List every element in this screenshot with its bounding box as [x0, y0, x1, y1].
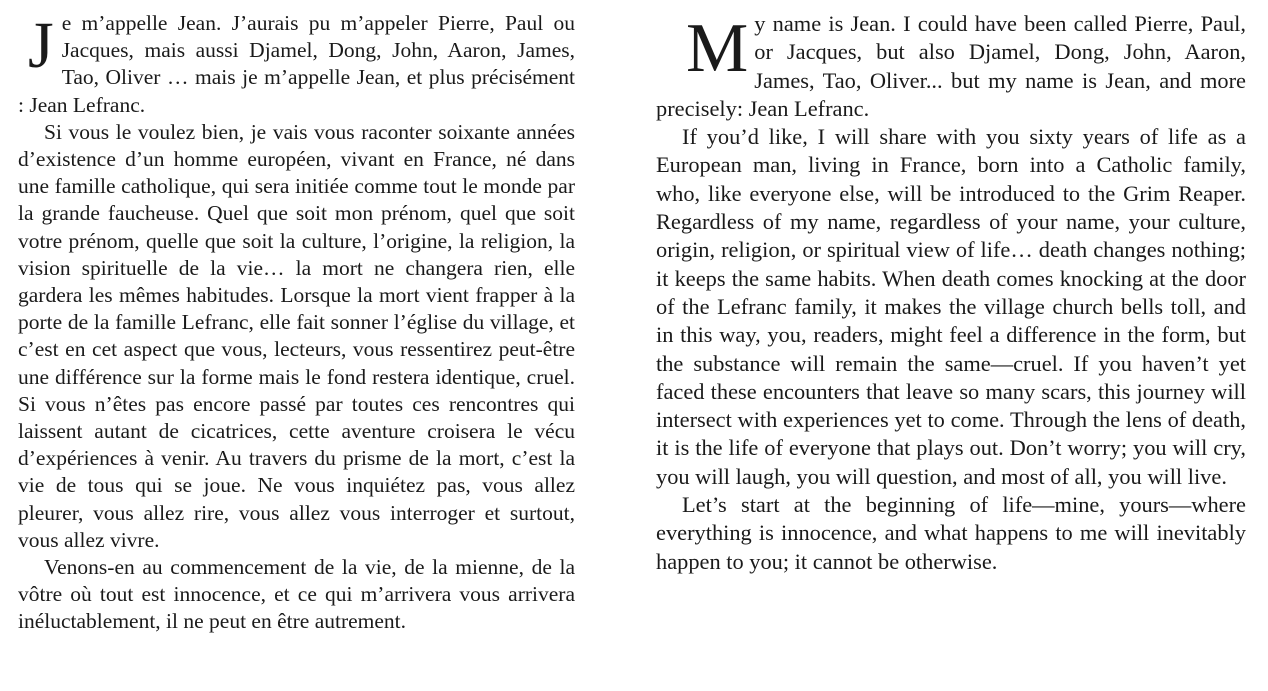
french-paragraph-1-text: e m’appelle Jean. J’aurais pu m’appeler Pierre, Paul ou Jacques, mais aussi Djamel, Dong, John, Aaron, James, Tao, Oliver … mais je m’appelle Jean, et plus précisément : Jean Lefranc.: [18, 11, 575, 117]
english-paragraph-3: Let’s start at the beginning of life—mine, yours—where everything is innocence, and what happens to me will inevitably happen to you; it cannot be otherwise.: [656, 492, 1246, 574]
english-paragraph-1-text: y name is Jean. I could have been called Pierre, Paul, or Jacques, but also Djamel, Dong, John, Aaron, James, Tao, Oliver... but my name is Jean, and more precisely: Jean Lefranc.: [656, 11, 1246, 121]
english-paragraph-1: [656, 10, 1246, 123]
english-paragraph-2: If you’d like, I will share with you sixty years of life as a European man, living in France, born into a Catholic family, who, like everyone else, will be introduced to the Grim Reaper. Regardless of my name, regardless of your name, your culture, origin, religion, or spiritual view of life… death changes nothing; it keeps the same habits. When death comes knocking at the door of the Lefranc family, it makes the village church bells toll, and in this way, you, readers, might feel a difference in the form, but the substance will remain the same—cruel. If you haven’t yet faced these encounters that leave so many scars, this journey will intersect with experiences yet to come. Through the lens of death, it is the life of everyone that plays out. Don’t worry; you will cry, you will laugh, you will question, and most of all, you will live.: [656, 124, 1246, 489]
french-paragraph-1: [18, 10, 575, 119]
french-paragraph-2: Si vous le voulez bien, je vais vous raconter soixante années d’existence d’un homme européen, vivant en France, né dans une famille catholique, qui sera initiée comme tout le monde par la grande faucheuse. Quel que soit mon prénom, quel que soit votre prénom, quelle que soit la culture, l’origine, la religion, la vision spirituelle de la vie… la mort ne changera rien, elle gardera les mêmes habitudes. Lorsque la mort vient frapper à la porte de la famille Lefranc, elle fait sonner l’église du village, et c’est en cet aspect que vous, lecteurs, vous ressentirez peut-être une différence sur la forme mais le fond restera identique, cruel. Si vous n’êtes pas encore passé par toutes ces rencontres qui laissent autant de cicatrices, cette aventure croisera le vécu d’expériences à venir. Au travers du prisme de la mort, c’est la vie de tous qui se joue. Ne vous inquiétez pas, vous allez pleurer, vous allez rire, vous allez vous interroger et surtout, vous allez vivre.: [18, 119, 575, 552]
french-text-column: [18, 10, 575, 636]
french-paragraph-3: Venons-en au commencement de la vie, de la mienne, de la vôtre où tout est innocence, et ce qui m’arrivera vous arrivera inéluctablement, il ne peut en être autrement.: [18, 555, 575, 634]
french-drop-cap: J: [28, 9, 54, 82]
english-text-column: [656, 10, 1246, 576]
english-drop-cap: M: [686, 10, 749, 87]
